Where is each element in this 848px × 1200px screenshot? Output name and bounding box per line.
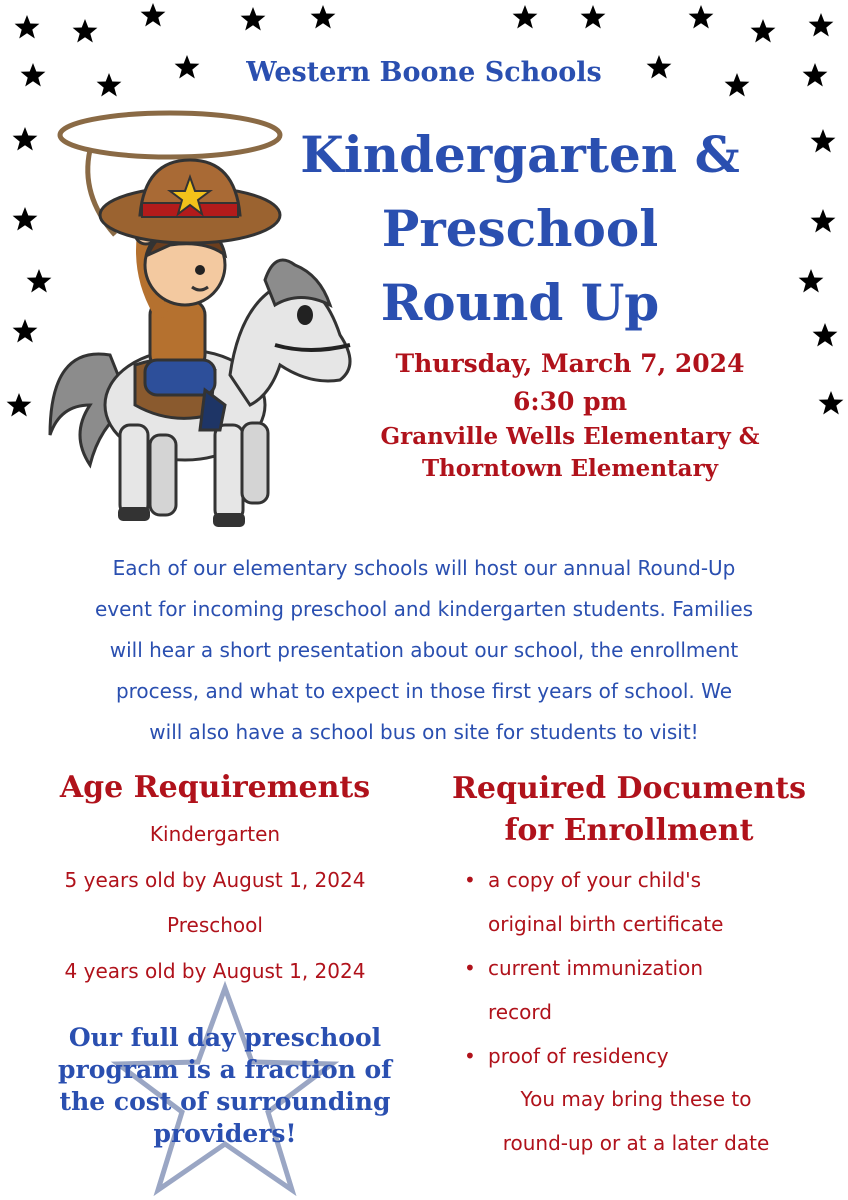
document-text: record xyxy=(488,1000,552,1024)
event-title xyxy=(280,118,760,340)
event-date: Thursday, March 7, 2024 xyxy=(395,349,745,378)
title-line: Kindergarten & xyxy=(300,125,740,184)
promo-line: program is a fraction of xyxy=(58,1055,392,1084)
document-text: current immunization xyxy=(488,956,703,980)
document-item xyxy=(462,858,832,946)
event-details xyxy=(330,345,810,485)
star-icon xyxy=(750,18,776,44)
intro-paragraph xyxy=(28,548,820,753)
star-icon xyxy=(818,390,844,416)
title-line: Preschool xyxy=(381,199,659,258)
document-text: proof of residency xyxy=(488,1044,669,1068)
star-icon xyxy=(808,12,834,38)
documents-note xyxy=(436,1077,836,1165)
star-icon xyxy=(688,4,714,30)
document-text: original birth certificate xyxy=(488,912,724,936)
documents-note-line: round-up or at a later date xyxy=(502,1131,770,1155)
age-requirements-heading: Age Requirements xyxy=(59,770,371,805)
documents-heading-line: for Enrollment xyxy=(504,813,754,848)
promo-line: the cost of surrounding xyxy=(59,1087,391,1116)
star-icon xyxy=(72,18,98,44)
age-item: 5 years old by August 1, 2024 xyxy=(64,867,366,892)
star-icon xyxy=(580,4,606,30)
age-item: Kindergarten xyxy=(149,822,281,846)
star-icon xyxy=(810,128,836,154)
age-item: Preschool xyxy=(167,913,263,937)
event-time: 6:30 pm xyxy=(512,387,628,416)
promo-line: Our full day preschool xyxy=(68,1023,382,1052)
intro-line: will hear a short presentation about our school, the enrollment xyxy=(109,638,739,662)
star-icon xyxy=(14,14,40,40)
document-text: a copy of your child's xyxy=(488,868,702,892)
documents-heading xyxy=(410,768,848,852)
document-item xyxy=(462,1034,832,1078)
preschool-promo xyxy=(30,1022,420,1150)
title-line: Round Up xyxy=(380,273,660,332)
event-location: Thorntown Elementary xyxy=(421,455,719,482)
star-icon xyxy=(798,268,824,294)
star-icon xyxy=(310,4,336,30)
documents-list xyxy=(462,858,832,1078)
documents-note-line: You may bring these to xyxy=(520,1087,752,1111)
star-icon xyxy=(140,2,166,28)
documents-heading-line: Required Documents xyxy=(451,771,806,806)
promo-line: providers! xyxy=(153,1119,297,1148)
intro-line: will also have a school bus on site for students to visit! xyxy=(149,720,699,744)
star-icon xyxy=(810,208,836,234)
document-item xyxy=(462,946,832,1034)
event-location: Granville Wells Elementary & xyxy=(380,423,760,450)
organization-name: Western Boone Schools xyxy=(246,57,602,88)
age-item: 4 years old by August 1, 2024 xyxy=(64,958,366,983)
star-icon xyxy=(240,6,266,32)
intro-line: Each of our elementary schools will host our annual Round-Up xyxy=(112,556,736,580)
intro-line: process, and what to expect in those first years of school. We xyxy=(115,679,733,703)
star-icon xyxy=(812,322,838,348)
intro-line: event for incoming preschool and kindergarten students. Families xyxy=(94,597,754,621)
star-icon xyxy=(512,4,538,30)
age-requirements-list xyxy=(20,812,410,994)
